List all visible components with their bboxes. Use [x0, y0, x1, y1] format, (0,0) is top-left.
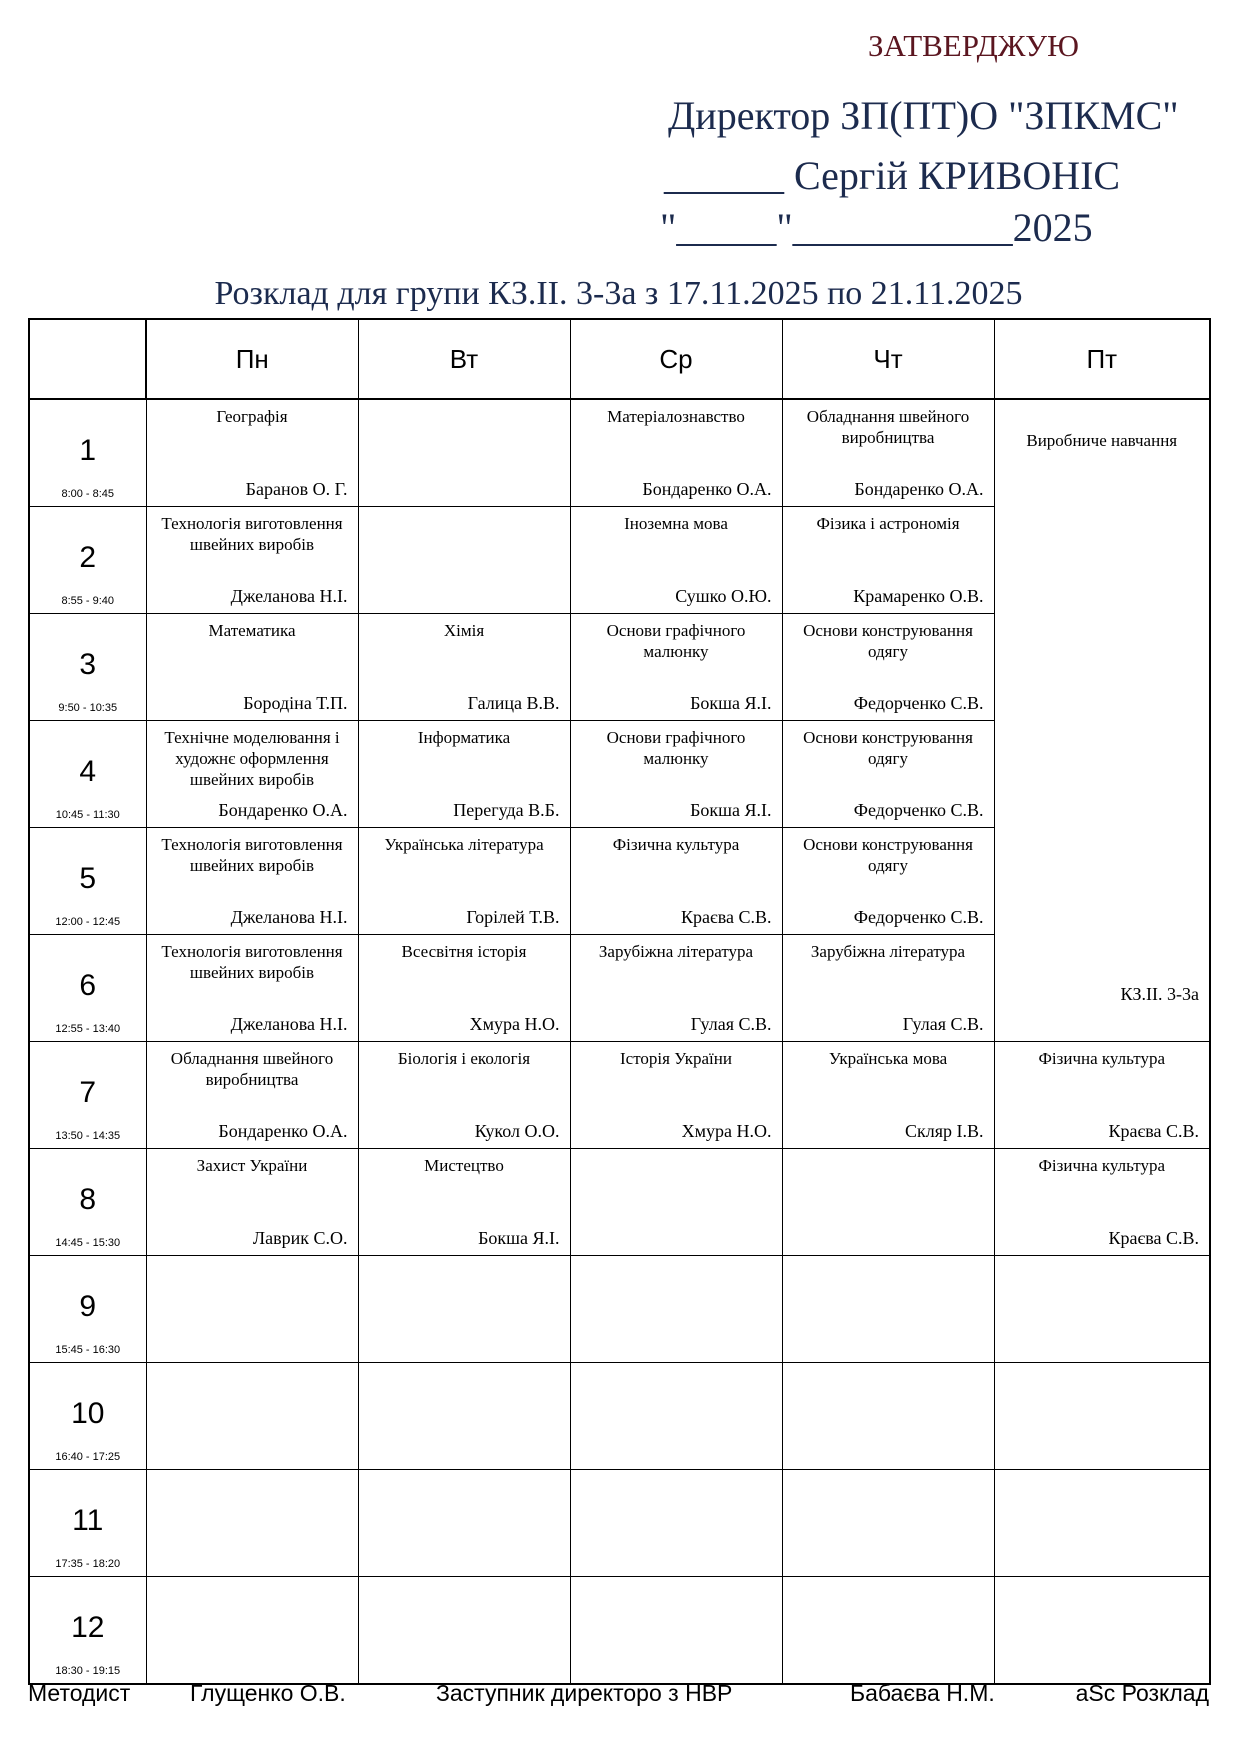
lesson-cell-mon — [146, 507, 358, 614]
period-row-12 — [29, 1577, 1210, 1685]
lesson-cell-mon — [146, 614, 358, 721]
schedule-table — [28, 318, 1211, 1685]
lesson-cell-thu — [782, 1256, 994, 1363]
lesson-teacher: Бокша Я.І. — [478, 1228, 560, 1248]
days-header-row — [29, 319, 1210, 399]
lesson-teacher: Хмура Н.О. — [681, 1121, 772, 1141]
lesson-cell-tue — [358, 614, 570, 721]
lesson-subject: Обладнання швейного виробництва — [806, 407, 970, 447]
lesson-teacher: Федорченко С.В. — [853, 800, 984, 820]
lesson-subject: Технічне моделювання і художнє оформлення швейних виробів — [164, 728, 340, 789]
lesson-subject: Зарубіжна література — [810, 942, 966, 961]
lesson-cell-thu — [782, 1042, 994, 1149]
period-number: 11 — [72, 1504, 104, 1537]
period-number: 12 — [71, 1611, 105, 1644]
lesson-subject: Українська мова — [828, 1049, 948, 1068]
period-cell — [29, 721, 146, 828]
footer-methodist-label: Методист — [28, 1680, 131, 1706]
footer — [28, 1680, 1209, 1710]
lesson-cell-thu — [782, 399, 994, 507]
lesson-teacher: Лаврик С.О. — [252, 1228, 348, 1248]
period-time: 16:40 - 17:25 — [55, 1451, 121, 1463]
period-cell — [29, 614, 146, 721]
lesson-subject: Матеріалознавство — [607, 407, 745, 426]
lesson-subject: Обладнання швейного виробництва — [170, 1049, 334, 1089]
lesson-subject: Основи графічного малюнку — [606, 621, 746, 661]
lesson-subject: Географія — [216, 407, 288, 426]
period-number: 2 — [79, 541, 97, 574]
period-cell — [29, 1363, 146, 1470]
lesson-cell-tue — [358, 399, 570, 507]
schedule-title-text: Розклад для групи КЗ.ІІ. 3-3а з 17.11.2025 по 21.11.2025 — [214, 275, 1023, 312]
footer-deputy-name: Бабаєва Н.М. — [850, 1680, 995, 1706]
lesson-cell-mon — [146, 1577, 358, 1685]
period-cell — [29, 399, 146, 507]
day-header-mon: Пн — [146, 319, 358, 399]
lesson-teacher: Крамаренко О.В. — [853, 586, 984, 606]
period-time: 15:45 - 16:30 — [55, 1344, 121, 1356]
lesson-cell-mon — [146, 1363, 358, 1470]
lesson-cell-fri — [994, 1149, 1210, 1256]
lesson-subject: Основи конструювання одягу — [803, 728, 973, 768]
lesson-cell-thu — [782, 507, 994, 614]
lesson-subject: Основи конструювання одягу — [803, 835, 973, 875]
lesson-teacher: Сушко О.Ю. — [675, 586, 772, 606]
lesson-cell-tue — [358, 507, 570, 614]
day-header-thu: Чт — [782, 319, 994, 399]
lesson-cell-wed — [570, 1470, 782, 1577]
lesson-cell-fri-merged — [994, 399, 1210, 1042]
lesson-subject: Технологія виготовлення швейних виробів — [161, 942, 343, 982]
lesson-subject: Виробниче навчання — [1026, 431, 1178, 450]
period-time: 9:50 - 10:35 — [58, 702, 118, 714]
period-row-11 — [29, 1470, 1210, 1577]
period-number: 3 — [79, 648, 97, 681]
lesson-subject: Інформатика — [417, 728, 511, 747]
lesson-cell-mon — [146, 1256, 358, 1363]
lesson-teacher: Бондаренко О.А. — [854, 479, 984, 499]
lesson-subject: Фізика і астрономія — [816, 514, 960, 533]
period-number: 7 — [79, 1076, 97, 1109]
period-number: 8 — [79, 1183, 97, 1216]
lesson-teacher: Галица В.В. — [467, 693, 560, 713]
approval-title: ЗАТВЕРДЖУЮ — [868, 28, 1079, 63]
lesson-subject: Українська література — [384, 835, 544, 854]
lesson-teacher: Федорченко С.В. — [853, 907, 984, 927]
lesson-cell-fri — [994, 1256, 1210, 1363]
lesson-subject: Зарубіжна література — [598, 942, 754, 961]
period-time: 8:00 - 8:45 — [61, 488, 115, 500]
lesson-subject: Технологія виготовлення швейних виробів — [161, 514, 343, 554]
lesson-cell-tue — [358, 1363, 570, 1470]
lesson-cell-thu — [782, 1149, 994, 1256]
lesson-cell-wed — [570, 828, 782, 935]
lesson-cell-tue — [358, 828, 570, 935]
lesson-cell-mon — [146, 721, 358, 828]
lesson-teacher: Джеланова Н.І. — [230, 586, 348, 606]
lesson-teacher: Скляр І.В. — [904, 1121, 984, 1141]
lesson-cell-mon — [146, 828, 358, 935]
lesson-subject: Основи графічного малюнку — [606, 728, 746, 768]
lesson-cell-wed — [570, 1042, 782, 1149]
lesson-teacher: Бородіна Т.П. — [243, 693, 348, 713]
lesson-cell-tue — [358, 721, 570, 828]
period-cell — [29, 1149, 146, 1256]
day-header-wed: Ср — [570, 319, 782, 399]
footer-methodist-name: Глущенко О.В. — [190, 1680, 346, 1706]
lesson-cell-mon — [146, 935, 358, 1042]
lesson-subject: Фізична культура — [1038, 1156, 1166, 1175]
lesson-cell-thu — [782, 721, 994, 828]
period-cell — [29, 1256, 146, 1363]
lesson-subject: Фізична культура — [1038, 1049, 1166, 1068]
period-number: 10 — [71, 1397, 105, 1430]
period-number: 1 — [79, 434, 97, 467]
lesson-teacher: Перегуда В.Б. — [453, 800, 560, 820]
lesson-cell-thu — [782, 1577, 994, 1685]
lesson-cell-thu — [782, 1470, 994, 1577]
lesson-teacher: Кукол О.О. — [474, 1121, 560, 1141]
lesson-teacher: Бокша Я.І. — [690, 800, 772, 820]
period-number: 9 — [79, 1290, 97, 1323]
approval-director-line: Директор ЗП(ПТ)О "ЗПКМС" — [668, 93, 1179, 138]
lesson-teacher: Краєва С.В. — [1108, 1228, 1199, 1248]
period-time: 18:30 - 19:15 — [55, 1665, 121, 1677]
day-header-tue: Вт — [358, 319, 570, 399]
period-time: 13:50 - 14:35 — [55, 1130, 121, 1142]
lesson-cell-tue — [358, 1042, 570, 1149]
lesson-cell-fri — [994, 1042, 1210, 1149]
lesson-subject: Мистецтво — [424, 1156, 504, 1175]
period-time: 12:55 - 13:40 — [55, 1023, 121, 1035]
period-cell — [29, 507, 146, 614]
lesson-teacher: Федорченко С.В. — [853, 693, 984, 713]
period-row-10 — [29, 1363, 1210, 1470]
lesson-group: КЗ.ІІ. 3-3а — [1120, 984, 1199, 1004]
lesson-cell-mon — [146, 1149, 358, 1256]
lesson-cell-fri — [994, 1470, 1210, 1577]
lesson-cell-fri — [994, 1577, 1210, 1685]
day-header-fri: Пт — [994, 319, 1210, 399]
lesson-cell-mon — [146, 1470, 358, 1577]
lesson-cell-tue — [358, 1256, 570, 1363]
lesson-cell-wed — [570, 1149, 782, 1256]
schedule-title — [0, 275, 1241, 313]
period-time: 10:45 - 11:30 — [55, 809, 120, 821]
period-cell — [29, 828, 146, 935]
period-time: 12:00 - 12:45 — [55, 916, 121, 928]
period-row-1 — [29, 399, 1210, 507]
approval-signature-line: ______ Сергій КРИВОНІС — [664, 153, 1121, 198]
lesson-cell-tue — [358, 935, 570, 1042]
lesson-cell-tue — [358, 1577, 570, 1685]
period-number: 6 — [79, 969, 97, 1002]
lesson-teacher: Бондаренко О.А. — [642, 479, 772, 499]
lesson-subject: Фізична культура — [612, 835, 740, 854]
lesson-cell-fri — [994, 1363, 1210, 1470]
lesson-cell-wed — [570, 1577, 782, 1685]
period-number: 5 — [79, 862, 97, 895]
lesson-cell-thu — [782, 1363, 994, 1470]
lesson-teacher: Бондаренко О.А. — [218, 1121, 348, 1141]
lesson-teacher: Хмура Н.О. — [469, 1014, 560, 1034]
lesson-subject: Іноземна мова — [624, 514, 728, 533]
lesson-cell-wed — [570, 935, 782, 1042]
lesson-teacher: Бокша Я.І. — [690, 693, 772, 713]
lesson-subject: Історія України — [620, 1049, 732, 1068]
lesson-teacher: Баранов О. Г. — [245, 479, 348, 499]
lesson-subject: Всесвітня історія — [401, 942, 527, 961]
period-cell — [29, 1470, 146, 1577]
lesson-cell-wed — [570, 614, 782, 721]
lesson-teacher: Гулая С.В. — [902, 1014, 984, 1034]
lesson-teacher: Краєва С.В. — [681, 907, 772, 927]
lesson-subject: Математика — [208, 621, 296, 640]
lesson-cell-mon — [146, 399, 358, 507]
lesson-teacher: Джеланова Н.І. — [230, 1014, 348, 1034]
lesson-cell-wed — [570, 399, 782, 507]
approval-date-line: "_____"___________2025 — [660, 205, 1093, 250]
period-time: 14:45 - 15:30 — [55, 1237, 121, 1249]
lesson-subject: Біологія і екологія — [397, 1049, 531, 1068]
footer-deputy-label: Заступник директоро з НВР — [436, 1680, 733, 1706]
lesson-cell-thu — [782, 828, 994, 935]
period-row-8 — [29, 1149, 1210, 1256]
period-row-7 — [29, 1042, 1210, 1149]
lesson-cell-thu — [782, 614, 994, 721]
lesson-subject: Захист України — [196, 1156, 308, 1175]
lesson-subject: Основи конструювання одягу — [803, 621, 973, 661]
lesson-teacher: Джеланова Н.І. — [230, 907, 348, 927]
period-row-9 — [29, 1256, 1210, 1363]
period-time: 17:35 - 18:20 — [55, 1558, 121, 1570]
period-cell — [29, 1042, 146, 1149]
lesson-cell-thu — [782, 935, 994, 1042]
header-corner — [29, 319, 146, 399]
period-cell — [29, 1577, 146, 1685]
lesson-cell-tue — [358, 1149, 570, 1256]
period-cell — [29, 935, 146, 1042]
period-number: 4 — [79, 755, 97, 788]
lesson-subject: Хімія — [443, 621, 485, 640]
period-time: 8:55 - 9:40 — [61, 595, 115, 607]
lesson-teacher: Краєва С.В. — [1108, 1121, 1199, 1141]
lesson-teacher: Горілей Т.В. — [466, 907, 560, 927]
lesson-cell-wed — [570, 1256, 782, 1363]
lesson-cell-mon — [146, 1042, 358, 1149]
lesson-cell-wed — [570, 1363, 782, 1470]
lesson-cell-wed — [570, 507, 782, 614]
lesson-teacher: Гулая С.В. — [690, 1014, 772, 1034]
lesson-cell-tue — [358, 1470, 570, 1577]
lesson-teacher: Бондаренко О.А. — [218, 800, 348, 820]
lesson-subject: Технологія виготовлення швейних виробів — [161, 835, 343, 875]
footer-software: aSc Розклад — [1075, 1680, 1209, 1706]
lesson-cell-wed — [570, 721, 782, 828]
